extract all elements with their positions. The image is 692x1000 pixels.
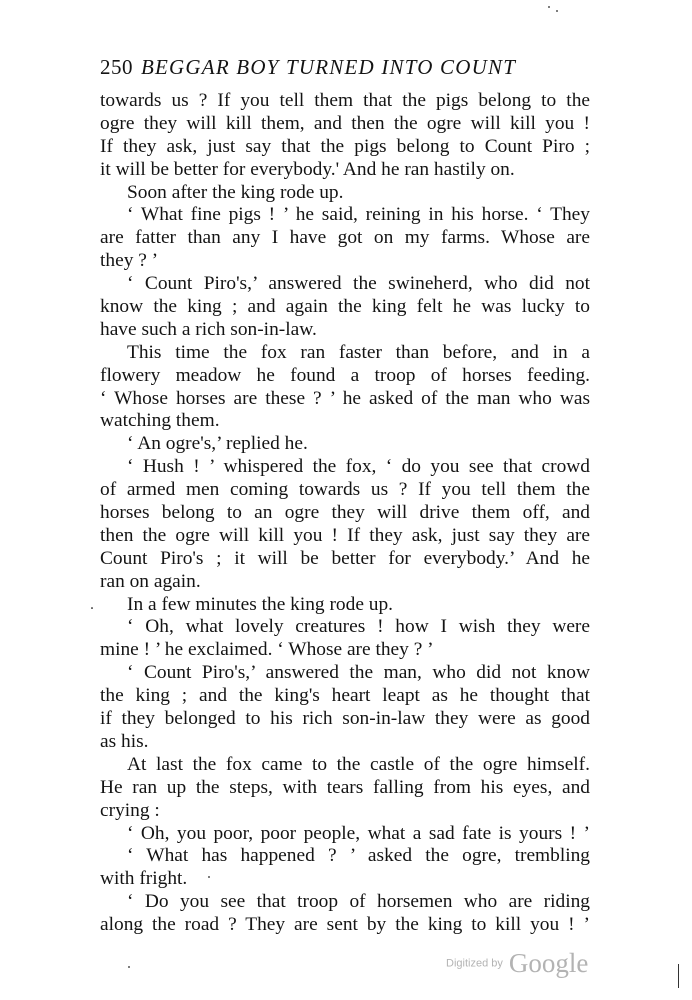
text-line: At last the fox came to the castle of the ogre himself. — [127, 753, 590, 775]
stray-ink-dot: . — [90, 595, 94, 613]
text-line: towards us ? If you tell them that the pigs belong to the — [100, 90, 590, 111]
text-line: mine ! ’ he exclaimed. ‘ Whose are they ? ’ — [100, 639, 434, 661]
text-line: If they ask, just say that the pigs belong to Count Piro ; — [100, 135, 590, 157]
digitization-watermark — [446, 948, 588, 982]
running-title: BEGGAR BOY TURNED INTO COUNT — [141, 55, 517, 79]
text-line: He ran up the steps, with tears falling from his eyes, and — [100, 776, 590, 798]
text-line: along the road ? They are sent by the king to kill you ! ’ — [100, 914, 590, 936]
text-line: ran on again. — [100, 570, 201, 592]
watermark-brand: Google — [508, 948, 589, 978]
text-line: In a few minutes the king rode up. — [127, 593, 394, 615]
text-line: ‘ Whose horses are these ? ’ he asked of the man who was — [100, 387, 590, 409]
text-line: ‘ What has happened ? ’ asked the ogre, trembling — [127, 845, 590, 867]
text-line: flowery meadow he found a troop of horses feeding. — [100, 364, 590, 386]
text-line: with fright. — [100, 868, 188, 890]
text-line: it will be better for everybody.' And he ran hastily on. — [100, 158, 515, 180]
text-line: ‘ Oh, you poor, poor people, what a sad fate is yours ! ’ — [127, 822, 590, 844]
running-header — [100, 52, 590, 82]
text-line: ‘ Oh, what lovely creatures ! how I wish they were — [127, 616, 590, 638]
text-line: This time the fox ran faster than before, and in a — [127, 341, 590, 363]
text-line-with-mark — [90, 593, 590, 617]
text-line: crying : — [100, 799, 160, 821]
text-line: have such a rich son-in-law. — [100, 318, 317, 340]
text-line: ‘ An ogre's,’ replied he. — [127, 433, 308, 455]
text-line: the king ; and the king's heart leapt as he thought that — [100, 685, 590, 707]
text-line: watching them. — [100, 410, 220, 432]
text-line: they ? ’ — [100, 250, 159, 272]
text-line: ‘ Hush ! ’ whispered the fox, ‘ do you see that crowd — [127, 456, 590, 478]
text-line: horses belong to an ogre they will drive them off, and — [100, 502, 590, 524]
text-line: Soon after the king rode up. — [127, 181, 344, 203]
page-number: 250 — [100, 55, 133, 79]
watermark-prefix: Digitized by — [446, 957, 503, 970]
ink-speck — [556, 10, 558, 12]
text-line: then the ogre will kill you ! If they ask, just say they are — [100, 524, 590, 546]
text-line: as his. — [100, 730, 149, 752]
ink-speck — [548, 6, 550, 8]
text-line: if they belonged to his rich son-in-law they were as good — [100, 708, 590, 730]
text-line: know the king ; and again the king felt he was lucky to — [100, 296, 590, 318]
text-line: ‘ Count Piro's,’ answered the swineherd, who did not — [127, 273, 590, 295]
text-line: ‘ Do you see that troop of horsemen who are riding — [127, 891, 590, 913]
text-line: of armed men coming towards us ? If you tell them the — [100, 479, 590, 501]
text-line: ‘ What fine pigs ! ’ he said, reining in his horse. ‘ They — [127, 204, 590, 226]
ink-speck — [128, 966, 130, 968]
text-line: ‘ Count Piro's,’ answered the man, who did not know — [127, 662, 590, 684]
ink-speck — [208, 876, 210, 878]
text-line: are fatter than any I have got on my farms. Whose are — [100, 227, 590, 249]
text-line: ogre they will kill them, and then the ogre will kill you ! — [100, 112, 590, 134]
body-text — [90, 90, 590, 937]
text-line: Count Piro's ; it will be better for everybody.’ And he — [100, 547, 590, 569]
page-edge-mark — [678, 964, 679, 988]
